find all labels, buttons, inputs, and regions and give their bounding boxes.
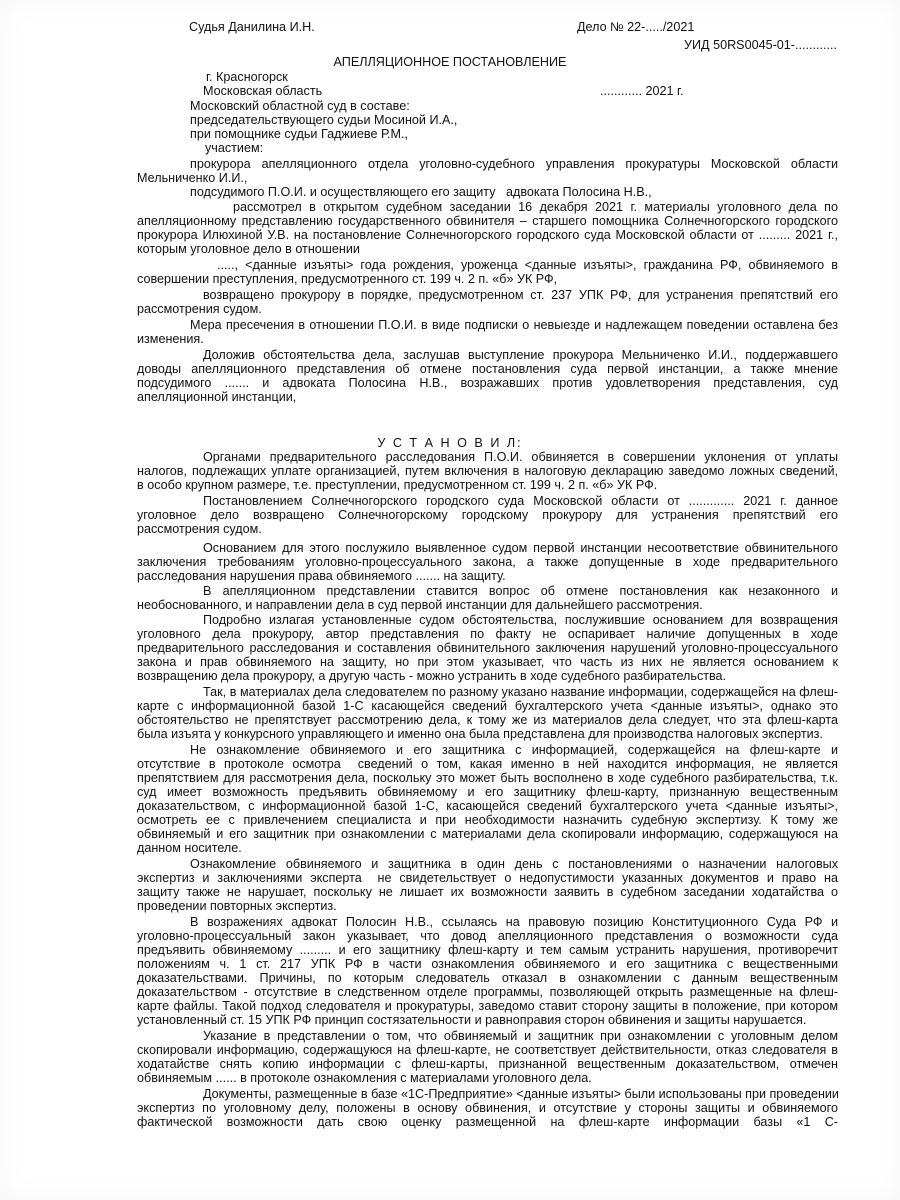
text-line: Московский областной суд в составе: — [190, 99, 410, 113]
text-line: проведении повторных экспертиз. — [137, 899, 337, 913]
text-line: Мельниченко И.И., — [137, 171, 248, 185]
text-line: данном носителе. — [137, 841, 242, 855]
text-line: необоснованного, и направлении дела в суд первой инстанции для дальнейшего рассмотрения. — [137, 598, 703, 612]
uid-number: УИД 50RS0045-01-............ — [684, 38, 837, 52]
judge-name: Судья Данилина И.Н. — [189, 20, 315, 34]
text-line: изменения. — [137, 332, 204, 346]
case-number: Дело № 22-...../2021 — [577, 20, 695, 34]
text-line: рассмотрел в открытом судебном заседании 16 декабря 2021 г. материалы уголовного дела по — [233, 200, 838, 214]
text-line: была изъята у конкурсного управляющего и именно она была представлена для производства налоговых экспертиз. — [137, 727, 823, 741]
text-line: подсудимого П.О.И. и осуществляющего его защиту адвоката Полосина Н.В., — [190, 185, 652, 199]
text-line: возвращено прокурору в порядке, предусмотренном ст. 237 УПК РФ, для устранения препятствий его — [203, 288, 838, 302]
text-line: Документы, размещенные в базе «1С-Предприятие» <данные изъяты> были использованы при проведении — [203, 1087, 839, 1101]
text-line: расследования нарушения права обвиняемого ....... на защиту. — [137, 569, 506, 583]
text-line: Подробно излагая установленные судом обстоятельства, послужившие основанием для возвращения — [203, 613, 838, 627]
text-line: рассмотрения судом. — [137, 522, 262, 536]
text-line: уголовного дела прокурору, автор представления по факту не оспаривает наличие допущенных в ходе — [137, 627, 838, 641]
text-line: в особо крупном размере, т.е. преступлении, предусмотренном ст. 199 ч. 2 п. «б» УК РФ. — [137, 478, 658, 492]
text-line: апелляционному представлению государственного обвинителя – старшего помощника Солнечногорского городского — [137, 214, 838, 228]
section-heading-ustanovil: У С Т А Н О В И Л: — [377, 436, 523, 450]
text-line: доводы апелляционного представления об отмене постановления суда первой инстанции, а также мнение — [137, 362, 838, 376]
text-line: доказательством, с информационной базой 1-С, касающейся сведений бухгалтерского учета <данные изъяты>, — [137, 799, 838, 813]
text-line: Ознакомление обвиняемого и защитника в один день с постановлениями о назначении налоговых — [190, 857, 838, 871]
text-line: апелляционной инстанции, — [137, 390, 297, 404]
text-line: Основанием для этого послужило выявленное судом первой инстанции несоответствие обвинительного — [203, 541, 838, 555]
text-line: председательствующего судьи Мосиной И.А., — [190, 113, 458, 127]
text-line: препятствием для рассмотрения дела, поскольку это может быть восполнено в ходе судебного разбирательства, т.к. — [137, 771, 838, 785]
text-line: защиту также не нарушает, поскольку не лишает их возможности заявить в судебном заседании ходатайства о — [137, 885, 838, 899]
text-line: участием: — [205, 141, 264, 155]
text-line: предварительного расследования и составления обвинительного заключения нарушений уголовно-процессуального — [137, 641, 838, 655]
text-line: доказательствами. Причины, по которым следователь отказал в ознакомлении с данным вещественным — [137, 971, 838, 985]
text-line: осмотреть ее с привлечением специалиста и при необходимости назначить судебную экспертизу. К тому же — [137, 813, 838, 827]
text-line: Указание в представлении о том, что обвиняемый и защитник при ознакомлении с уголовным делом — [203, 1029, 838, 1043]
text-line: подсудимого ....... и адвоката Полосина Н.В., возражавших против удовлетворения представления, суд — [137, 376, 838, 390]
text-line: заключения требованиям уголовно-процессуального закона, а также допущенные в ходе предварительного — [137, 555, 838, 569]
text-line: Органами предварительного расследования П.О.И. обвиняется в совершении уклонения от уплаты — [203, 450, 838, 464]
text-line: Постановлением Солнечногорского городского суда Московской области от ............. 2021 г. данное — [203, 494, 838, 508]
text-line: предъявить обвиняемому ......... и его защитнику флеш-карту и тем самым устранить нарушения, противоречит — [137, 943, 838, 957]
text-line: уголовно-процессуальный закон указывает, что довод апелляционного представления о возможности суда — [137, 929, 838, 943]
text-line: возвращению дела прокурору, а другую часть - можно устранить в ходе судебного разбирательства. — [137, 669, 727, 683]
text-line: прокурора апелляционного отдела уголовно-судебного управления прокуратуры Московской области — [190, 157, 838, 171]
text-line: экспертиз и заключениями эксперта не свидетельствует о недопустимости указанных документов и право на — [137, 871, 838, 885]
text-line: В апелляционном представлении ставится вопрос об отмене постановления как незаконного и — [203, 584, 838, 598]
text-line: ходатайстве снять копию информации с флеш-карты, признанной вещественным доказательством, отмечен — [137, 1057, 838, 1071]
place-city: г. Красногорск — [206, 70, 288, 84]
text-line: ....., <данные изъяты> года рождения, уроженца <данные изъяты>, гражданина РФ, обвиняемого в — [217, 258, 838, 272]
text-line: при помощнике судьи Гаджиеве Р.М., — [190, 127, 408, 141]
decision-date: ............ 2021 г. — [600, 84, 684, 98]
text-line: карте с информационной базой 1-С касающейся сведений бухгалтерского учета <данные изъяты>, однако это — [137, 699, 838, 713]
text-line: Мера пресечения в отношении П.О.И. в виде подписки о невыезде и надлежащем поведении оставлена без — [190, 318, 838, 332]
text-line: прокурора Илюхиной У.В. на постановление Солнечногорского городского суда Московской области от ......... 2021 г., — [137, 228, 838, 242]
text-line: отсутствие в протоколе осмотра сведений о том, какая именно в ней находится информация, не является — [137, 757, 838, 771]
text-line: обстоятельство не препятствует рассмотрению дела, к тому же из материалов дела следует, что эта флеш-карта — [137, 713, 838, 727]
text-line: экспертиз по уголовному делу, положены в основу обвинения, и отсутствие у стороны защиты и обвиняемого — [137, 1101, 838, 1115]
text-line: обвиняемый и его защитник при ознакомлении с материалами дела скопировали информацию, содержащуюся на — [137, 827, 838, 841]
text-line: Так, в материалах дела следователем по разному указано название информации, содержащейся на флеш- — [203, 685, 838, 699]
text-line: суд имеет возможность предъявить обвиняемому и его защитнику флеш-карту, признанную вещественным — [137, 785, 838, 799]
text-line: фактической возможности дать свою оценку размещенной на флеш-карте информации базы «1 С- — [137, 1115, 838, 1129]
text-line: доказательством - отсутствие в следственном отделе программы, позволяющей открыть размещенные на флеш- — [137, 985, 838, 999]
text-line: положениям ч. 1 ст. 217 УПК РФ в части ознакомления обвиняемого и его защитника с вещественными — [137, 957, 838, 971]
text-line: Доложив обстоятельства дела, заслушав выступление прокурора Мельниченко И.И., поддержавшего — [203, 348, 838, 362]
text-line: закона и прав обвиняемого на защиту, но при этом указывает, что часть из них не является основанием к — [137, 655, 838, 669]
place-region: Московская область — [203, 84, 323, 98]
text-line: установленный ст. 15 УПК РФ принцип состязательности и равноправия сторон обвинения и защиты нарушается. — [137, 1013, 807, 1027]
text-line: рассмотрения судом. — [137, 302, 262, 316]
text-line: скопировали информацию, содержащуюся на флеш-карте, не соответствует действительности, отказ следователя в — [137, 1043, 838, 1057]
text-line: карте файлы. Такой подход следователя и прокуратуры, заведомо ставит сторону защиты в положение, при котором — [137, 999, 838, 1013]
text-line: Не ознакомление обвиняемого и его защитника с информацией, содержащейся на флеш-карте и — [190, 743, 838, 757]
text-line: уголовное дело возвращено Солнечногорскому городскому прокурору для устранения препятствий его — [137, 508, 838, 522]
text-line: совершении преступления, предусмотренного ст. 199 ч. 2 п. «б» УК РФ, — [137, 272, 558, 286]
document-title: АПЕЛЛЯЦИОННОЕ ПОСТАНОВЛЕНИЕ — [333, 55, 567, 69]
text-line: налогов, подлежащих уплате организацией, путем включения в налоговую декларацию заведомо ложных сведений, — [137, 464, 838, 478]
text-line: В возражениях адвокат Полосин Н.В., ссылаясь на правовую позицию Конституционного Суда РФ и — [190, 915, 838, 929]
text-line: которым уголовное дело в отношении — [137, 242, 360, 256]
text-line: обвиняемым ...... в протоколе ознакомления с материалами уголовного дела. — [137, 1071, 592, 1085]
